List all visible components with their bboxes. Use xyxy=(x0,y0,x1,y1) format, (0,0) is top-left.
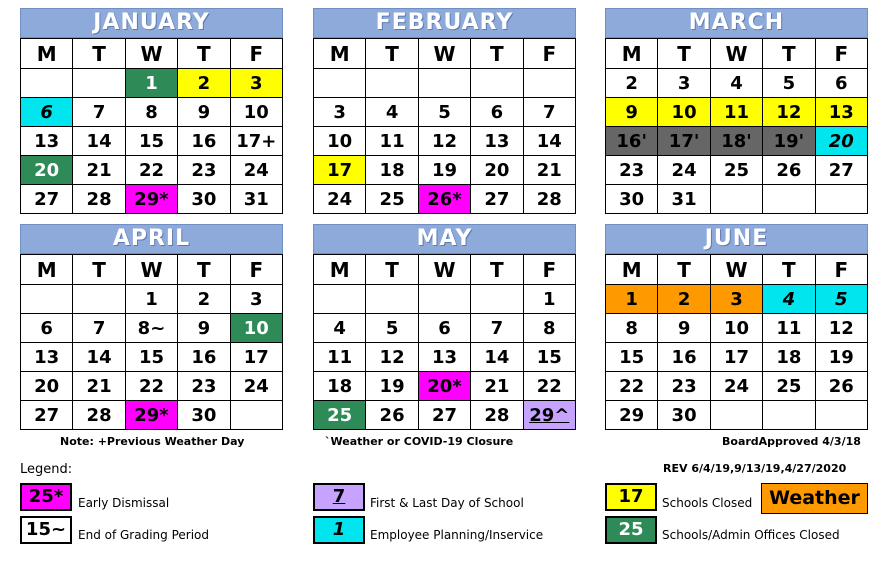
week-row xyxy=(606,69,868,98)
weekday-header: M xyxy=(314,39,366,69)
day-cell: 7 xyxy=(73,314,125,343)
weekday-header: T xyxy=(471,39,523,69)
weekday-header: F xyxy=(523,39,575,69)
legend-label-schools-closed: Schools Closed xyxy=(662,496,753,510)
previous-weather-note: Note: +Previous Weather Day xyxy=(60,435,245,448)
calendar-grid xyxy=(605,38,868,214)
day-cell: 17 xyxy=(230,343,282,372)
day-cell: 29* xyxy=(125,401,177,430)
day-cell: 10 xyxy=(230,314,282,343)
day-cell: 26 xyxy=(366,401,418,430)
day-cell: 15 xyxy=(606,343,658,372)
day-cell: 4 xyxy=(314,314,366,343)
day-cell: 27 xyxy=(815,156,867,185)
week-row xyxy=(314,343,576,372)
day-cell: 9 xyxy=(658,314,710,343)
week-row xyxy=(314,98,576,127)
weekday-header-row xyxy=(21,255,283,285)
day-cell: 8 xyxy=(606,314,658,343)
day-cell: 29 xyxy=(606,401,658,430)
day-cell: 27 xyxy=(418,401,470,430)
day-cell: 24 xyxy=(710,372,762,401)
week-row xyxy=(606,285,868,314)
day-cell: 31 xyxy=(230,185,282,214)
week-row xyxy=(21,314,283,343)
week-row xyxy=(21,185,283,214)
week-row xyxy=(606,401,868,430)
weekday-header: T xyxy=(178,39,230,69)
day-cell: 17+ xyxy=(230,127,282,156)
day-cell: 23 xyxy=(606,156,658,185)
week-row xyxy=(21,156,283,185)
weekday-header-row xyxy=(606,255,868,285)
legend-sample-early-dismissal: 25* xyxy=(20,483,72,511)
day-cell: 14 xyxy=(471,343,523,372)
day-cell: 21 xyxy=(73,372,125,401)
day-cell: 10 xyxy=(710,314,762,343)
day-cell: 28 xyxy=(73,401,125,430)
day-cell: 4 xyxy=(763,285,815,314)
day-cell: 3 xyxy=(314,98,366,127)
day-cell: 20 xyxy=(21,156,73,185)
day-cell: 23 xyxy=(178,156,230,185)
day-cell: 9 xyxy=(178,98,230,127)
day-cell: 4 xyxy=(710,69,762,98)
week-row xyxy=(606,127,868,156)
empty-day-cell xyxy=(763,401,815,430)
day-cell: 25 xyxy=(366,185,418,214)
legend-sample-grading-period: 15~ xyxy=(20,516,72,544)
month-january xyxy=(20,8,283,214)
calendar-grid xyxy=(313,254,576,430)
weekday-header: F xyxy=(815,39,867,69)
week-row xyxy=(606,372,868,401)
calendar-grid xyxy=(313,38,576,214)
empty-day-cell xyxy=(418,285,470,314)
week-row xyxy=(314,127,576,156)
week-row xyxy=(314,401,576,430)
weekday-header-row xyxy=(21,39,283,69)
day-cell: 26 xyxy=(763,156,815,185)
weekday-header: M xyxy=(21,39,73,69)
week-row xyxy=(21,343,283,372)
day-cell: 8 xyxy=(523,314,575,343)
day-cell: 12 xyxy=(815,314,867,343)
legend-label-grading-period: End of Grading Period xyxy=(78,528,209,542)
day-cell: 24 xyxy=(658,156,710,185)
day-cell: 9 xyxy=(606,98,658,127)
calendar-grid xyxy=(605,254,868,430)
day-cell: 18 xyxy=(314,372,366,401)
board-approved-note: BoardApproved 4/3/18 xyxy=(722,435,861,448)
day-cell: 1 xyxy=(125,285,177,314)
day-cell: 20 xyxy=(815,127,867,156)
day-cell: 17' xyxy=(658,127,710,156)
day-cell: 18 xyxy=(366,156,418,185)
weekday-header: F xyxy=(523,255,575,285)
day-cell: 30 xyxy=(658,401,710,430)
day-cell: 28 xyxy=(523,185,575,214)
day-cell: 17 xyxy=(710,343,762,372)
legend-sample-admin-closed: 25 xyxy=(605,516,657,544)
month-april xyxy=(20,224,283,430)
month-title: APRIL xyxy=(20,224,283,254)
day-cell: 12 xyxy=(418,127,470,156)
day-cell: 13 xyxy=(815,98,867,127)
legend-title: Legend: xyxy=(20,462,73,477)
week-row xyxy=(21,401,283,430)
day-cell: 25 xyxy=(763,372,815,401)
day-cell: 21 xyxy=(523,156,575,185)
legend-sample-planning: 1 xyxy=(313,516,365,544)
day-cell: 14 xyxy=(523,127,575,156)
legend-label-admin-closed: Schools/Admin Offices Closed xyxy=(662,528,840,542)
empty-day-cell xyxy=(418,69,470,98)
day-cell: 6 xyxy=(471,98,523,127)
day-cell: 23 xyxy=(178,372,230,401)
week-row xyxy=(314,314,576,343)
empty-day-cell xyxy=(314,285,366,314)
day-cell: 13 xyxy=(471,127,523,156)
day-cell: 15 xyxy=(125,127,177,156)
empty-day-cell xyxy=(710,401,762,430)
day-cell: 24 xyxy=(230,372,282,401)
weekday-header: T xyxy=(73,39,125,69)
empty-day-cell xyxy=(73,69,125,98)
day-cell: 17 xyxy=(314,156,366,185)
weekday-header: W xyxy=(710,255,762,285)
day-cell: 20* xyxy=(418,372,470,401)
day-cell: 21 xyxy=(73,156,125,185)
month-may xyxy=(313,224,576,430)
month-title: JUNE xyxy=(605,224,868,254)
day-cell: 5 xyxy=(418,98,470,127)
week-row xyxy=(21,127,283,156)
day-cell: 23 xyxy=(658,372,710,401)
day-cell: 30 xyxy=(606,185,658,214)
day-cell: 6 xyxy=(21,314,73,343)
day-cell: 12 xyxy=(366,343,418,372)
day-cell: 16 xyxy=(178,127,230,156)
day-cell: 13 xyxy=(21,343,73,372)
day-cell: 26 xyxy=(815,372,867,401)
legend-label-planning: Employee Planning/Inservice xyxy=(370,528,544,542)
weekday-header-row xyxy=(314,39,576,69)
legend-label-early-dismissal: Early Dismissal xyxy=(78,496,170,510)
day-cell: 7 xyxy=(523,98,575,127)
day-cell: 2 xyxy=(178,69,230,98)
empty-day-cell xyxy=(366,285,418,314)
day-cell: 3 xyxy=(658,69,710,98)
day-cell: 13 xyxy=(418,343,470,372)
weekday-header: T xyxy=(658,255,710,285)
day-cell: 19' xyxy=(763,127,815,156)
weekday-header: T xyxy=(366,255,418,285)
day-cell: 8 xyxy=(125,98,177,127)
weekday-header: T xyxy=(366,39,418,69)
day-cell: 25 xyxy=(314,401,366,430)
day-cell: 27 xyxy=(21,185,73,214)
empty-day-cell xyxy=(523,69,575,98)
day-cell: 18 xyxy=(763,343,815,372)
month-title: JANUARY xyxy=(20,8,283,38)
day-cell: 24 xyxy=(230,156,282,185)
weekday-header: W xyxy=(418,39,470,69)
day-cell: 12 xyxy=(763,98,815,127)
day-cell: 9 xyxy=(178,314,230,343)
day-cell: 25 xyxy=(710,156,762,185)
legend-sample-weather: Weather xyxy=(761,483,868,514)
day-cell: 30 xyxy=(178,401,230,430)
weekday-header-row xyxy=(314,255,576,285)
weekday-header: W xyxy=(418,255,470,285)
day-cell: 1 xyxy=(125,69,177,98)
week-row xyxy=(314,156,576,185)
day-cell: 22 xyxy=(606,372,658,401)
weekday-header: F xyxy=(230,39,282,69)
week-row xyxy=(314,372,576,401)
weekday-header: T xyxy=(471,255,523,285)
week-row xyxy=(606,185,868,214)
empty-day-cell xyxy=(815,185,867,214)
day-cell: 3 xyxy=(230,69,282,98)
day-cell: 6 xyxy=(418,314,470,343)
legend-label-first-last-day: First & Last Day of School xyxy=(370,496,524,510)
day-cell: 14 xyxy=(73,343,125,372)
day-cell: 20 xyxy=(471,156,523,185)
weekday-header: T xyxy=(178,255,230,285)
empty-day-cell xyxy=(73,285,125,314)
day-cell: 18' xyxy=(710,127,762,156)
week-row xyxy=(314,185,576,214)
day-cell: 29^ xyxy=(523,401,575,430)
empty-day-cell xyxy=(21,69,73,98)
day-cell: 5 xyxy=(763,69,815,98)
month-february xyxy=(313,8,576,214)
week-row xyxy=(606,156,868,185)
day-cell: 15 xyxy=(523,343,575,372)
day-cell: 30 xyxy=(178,185,230,214)
day-cell: 2 xyxy=(606,69,658,98)
day-cell: 20 xyxy=(21,372,73,401)
day-cell: 19 xyxy=(366,372,418,401)
day-cell: 22 xyxy=(125,156,177,185)
week-row xyxy=(21,285,283,314)
weekday-header: T xyxy=(763,39,815,69)
empty-day-cell xyxy=(763,185,815,214)
day-cell: 15 xyxy=(125,343,177,372)
month-title: FEBRUARY xyxy=(313,8,576,38)
weekday-header: T xyxy=(763,255,815,285)
day-cell: 5 xyxy=(815,285,867,314)
day-cell: 14 xyxy=(73,127,125,156)
day-cell: 6 xyxy=(815,69,867,98)
day-cell: 26* xyxy=(418,185,470,214)
weekday-header: M xyxy=(21,255,73,285)
day-cell: 13 xyxy=(21,127,73,156)
day-cell: 11 xyxy=(763,314,815,343)
day-cell: 27 xyxy=(21,401,73,430)
day-cell: 19 xyxy=(815,343,867,372)
week-row xyxy=(314,69,576,98)
legend-sample-schools-closed: 17 xyxy=(605,483,657,511)
covid-closure-note: `Weather or COVID-19 Closure xyxy=(325,435,514,448)
day-cell: 11 xyxy=(710,98,762,127)
weekday-header: W xyxy=(125,39,177,69)
day-cell: 2 xyxy=(178,285,230,314)
week-row xyxy=(606,98,868,127)
calendar-grid xyxy=(20,254,283,430)
day-cell: 22 xyxy=(523,372,575,401)
day-cell: 19 xyxy=(418,156,470,185)
day-cell: 10 xyxy=(658,98,710,127)
weekday-header-row xyxy=(606,39,868,69)
weekday-header: M xyxy=(314,255,366,285)
day-cell: 21 xyxy=(471,372,523,401)
month-title: MARCH xyxy=(605,8,868,38)
day-cell: 1 xyxy=(523,285,575,314)
day-cell: 28 xyxy=(471,401,523,430)
week-row xyxy=(606,343,868,372)
day-cell: 10 xyxy=(314,127,366,156)
weekday-header: T xyxy=(73,255,125,285)
day-cell: 28 xyxy=(73,185,125,214)
day-cell: 31 xyxy=(658,185,710,214)
legend-sample-first-last-day: 7 xyxy=(313,483,365,511)
weekday-header: F xyxy=(815,255,867,285)
empty-day-cell xyxy=(366,69,418,98)
month-june xyxy=(605,224,868,430)
day-cell: 7 xyxy=(73,98,125,127)
day-cell: 1 xyxy=(606,285,658,314)
day-cell: 16' xyxy=(606,127,658,156)
empty-day-cell xyxy=(471,69,523,98)
day-cell: 10 xyxy=(230,98,282,127)
empty-day-cell xyxy=(230,401,282,430)
empty-day-cell xyxy=(471,285,523,314)
month-march xyxy=(605,8,868,214)
weekday-header: W xyxy=(710,39,762,69)
empty-day-cell xyxy=(314,69,366,98)
week-row xyxy=(314,285,576,314)
day-cell: 27 xyxy=(471,185,523,214)
week-row xyxy=(21,98,283,127)
day-cell: 11 xyxy=(314,343,366,372)
week-row xyxy=(21,372,283,401)
day-cell: 4 xyxy=(366,98,418,127)
day-cell: 3 xyxy=(230,285,282,314)
weekday-header: M xyxy=(606,255,658,285)
empty-day-cell xyxy=(710,185,762,214)
weekday-header: M xyxy=(606,39,658,69)
month-title: MAY xyxy=(313,224,576,254)
week-row xyxy=(21,69,283,98)
day-cell: 16 xyxy=(658,343,710,372)
empty-day-cell xyxy=(21,285,73,314)
day-cell: 5 xyxy=(366,314,418,343)
day-cell: 3 xyxy=(710,285,762,314)
day-cell: 6 xyxy=(21,98,73,127)
day-cell: 29* xyxy=(125,185,177,214)
day-cell: 16 xyxy=(178,343,230,372)
weekday-header: F xyxy=(230,255,282,285)
day-cell: 7 xyxy=(471,314,523,343)
weekday-header: W xyxy=(125,255,177,285)
day-cell: 11 xyxy=(366,127,418,156)
calendar-grid xyxy=(20,38,283,214)
revision-note: REV 6/4/19,9/13/19,4/27/2020 xyxy=(663,462,847,475)
weekday-header: T xyxy=(658,39,710,69)
day-cell: 24 xyxy=(314,185,366,214)
day-cell: 22 xyxy=(125,372,177,401)
week-row xyxy=(606,314,868,343)
day-cell: 2 xyxy=(658,285,710,314)
empty-day-cell xyxy=(815,401,867,430)
day-cell: 8~ xyxy=(125,314,177,343)
